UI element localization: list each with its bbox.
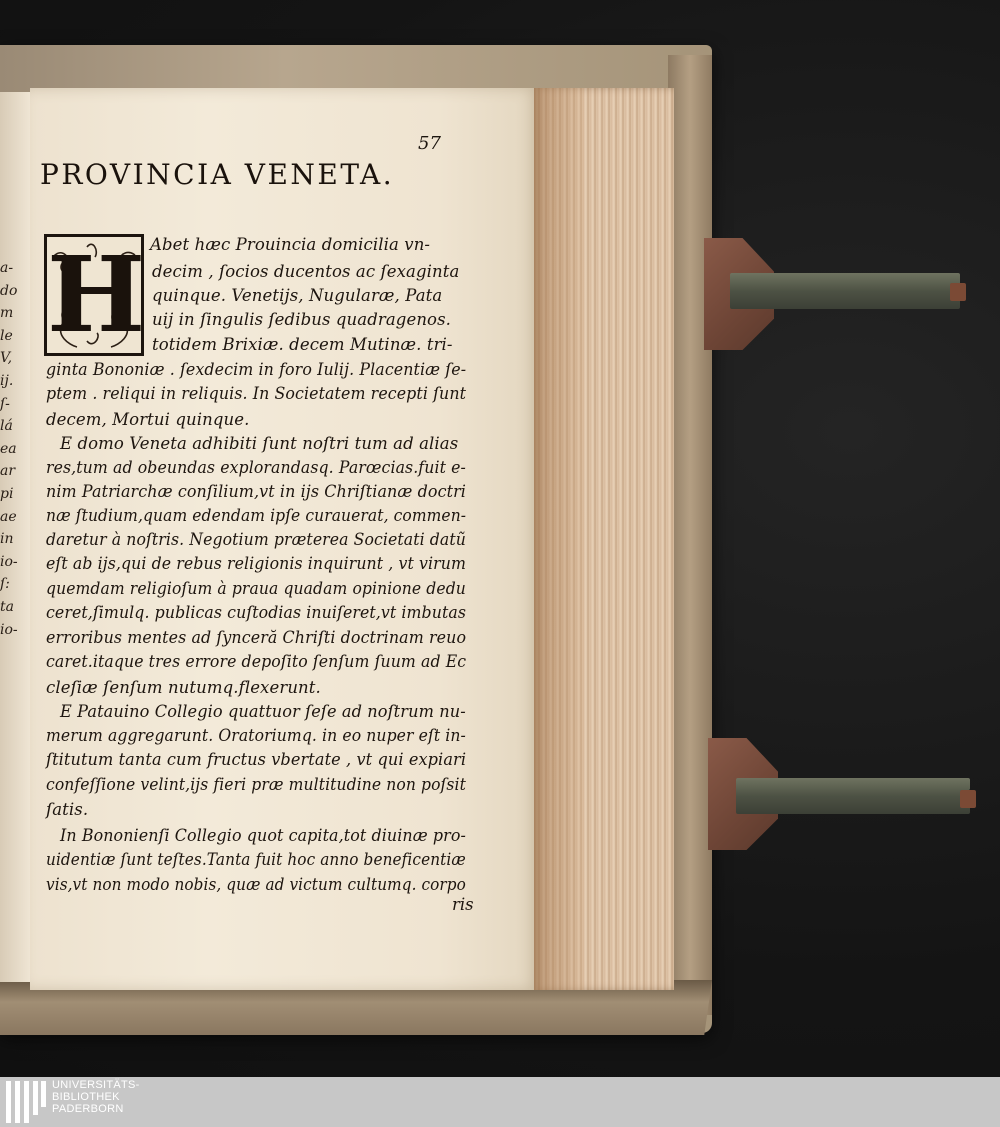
text-line: vis,vt non modo nobis, quæ ad victum cultumq. corpo <box>46 875 466 894</box>
upper-clasp-strap <box>730 273 960 309</box>
page-heading: PROVINCIA VENETA. <box>40 158 395 191</box>
library-name <box>52 1079 140 1115</box>
text-line: uidentiæ ſunt teſtes.Tanta fuit hoc anno beneficentiæ <box>46 850 466 869</box>
library-name-line2: BIBLIOTHEK <box>52 1091 120 1103</box>
text-line: ginta Bononiæ . ſexdecim in foro Iulij. Placentiæ ſe- <box>46 360 467 379</box>
text-line: ſatis. <box>46 800 89 819</box>
text-line: næ ſtudium,quam edendam ipſe curauerat, commen- <box>46 506 467 525</box>
library-name-line3: PADERBORN <box>52 1103 124 1115</box>
text-line: res,tum ad obeundas explorandasq. Parœcias.fuit e- <box>46 458 466 477</box>
text-line: cleſiæ ſenſum nutumq.flexerunt. <box>46 678 321 697</box>
text-line: merum aggregarunt. Oratoriumq. in eo nuper eſt in- <box>46 726 466 745</box>
initial-letter: H <box>47 233 146 356</box>
lower-clasp-strap <box>736 778 970 814</box>
text-line: quinque. Venetijs, Nugularæ, Pata <box>152 286 443 305</box>
left-page-text: a- do m le V, ij. ſ- lá ea ar pi ae in io- ſ: ta io- <box>0 260 18 638</box>
text-line: quemdam religioſum à praua quadam opinione dedu <box>46 579 466 598</box>
text-line: caret.itaque tres errore depoſito ſenſum ſuum ad Ec <box>46 652 467 671</box>
text-line: daretur à noſtris. Negotium præterea Societati datũ <box>46 530 466 549</box>
page-edges-shadow <box>534 88 584 990</box>
text-line: nim Patriarchæ conſilium,vt in ijs Chriſtianæ doctri <box>46 482 467 501</box>
footer-bar <box>0 1077 1000 1127</box>
text-line: eſt ab ijs,qui de rebus religionis inquirunt , vt virum <box>46 554 467 573</box>
text-line: E Patauino Collegio quattuor ſeſe ad noſtrum nu- <box>60 702 466 721</box>
text-line: erroribus mentes ad ſynceră Chriſti doctrinam reuo <box>46 628 467 647</box>
text-line: uij in ſingulis ſedibus quadragenos. <box>152 310 452 329</box>
text-line: ceret,ſimulq. publicas cuſtodias inuiſeret,vt imbutas <box>46 603 467 622</box>
text-line: decem, Mortui quinque. <box>46 410 250 429</box>
library-name-line1: UNIVERSITÄTS- <box>52 1079 140 1091</box>
decorated-initial <box>44 234 144 356</box>
text-line: totidem Brixiæ. decem Mutinæ. tri- <box>152 335 453 354</box>
upper-clasp-hook <box>950 283 966 301</box>
text-line: confeſſione velint,ijs fieri præ multitudine non poſsit <box>46 775 466 794</box>
lower-clasp-hook <box>960 790 976 808</box>
text-line: ptem . reliqui in reliquis. In Societatem recepti ſunt <box>46 384 467 403</box>
text-line: ſtitutum tanta cum fructus vbertate , vt qui expiari <box>46 750 467 769</box>
page-number: 57 <box>418 133 441 154</box>
text-line: decim , ſocios ducentos ac ſexaginta <box>152 262 460 281</box>
text-line: E domo Veneta adhibiti ſunt noſtri tum ad alias <box>60 434 459 453</box>
text-line: In Bononienſi Collegio quot capita,tot diuinæ pro- <box>60 826 466 845</box>
left-page <box>0 92 32 982</box>
catchword: ris <box>452 895 474 914</box>
cover-fore-edge <box>668 55 712 1015</box>
library-logo-icon <box>6 1081 46 1123</box>
text-line: Abet hæc Prouincia domicilia vn- <box>150 235 431 254</box>
